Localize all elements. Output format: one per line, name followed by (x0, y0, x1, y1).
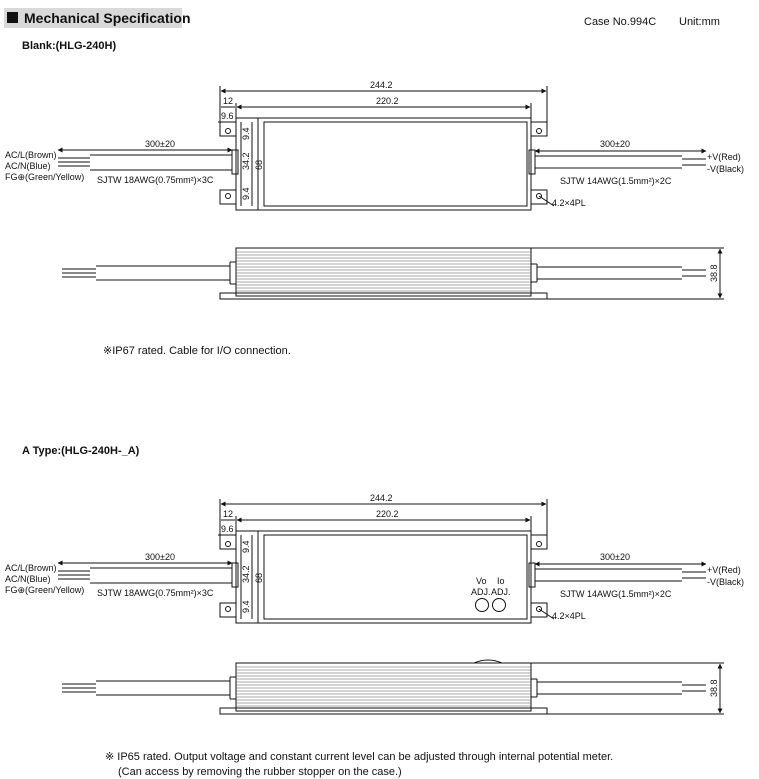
a-dim-edge-bottom: 9.4 (241, 600, 251, 613)
a-type-top-view-labels (5, 493, 744, 621)
dim-input-cable-length: 300±20 (145, 139, 175, 149)
a-wire-ac-n: AC/N(Blue) (5, 574, 51, 584)
dim-edge-top: 9.4 (241, 127, 251, 140)
a-wire-ac-l: AC/L(Brown) (5, 563, 57, 573)
a-type-variant-note-line2: (Can access by removing the rubber stopper on the case.) (118, 766, 402, 778)
dim-overall-length: 244.2 (370, 80, 393, 90)
output-cable-spec: SJTW 14AWG(1.5mm²)×2C (560, 176, 672, 186)
dim-height-a-type: 38.8 (709, 679, 719, 697)
a-dim-input-cable-length: 300±20 (145, 552, 175, 562)
io-adj-label: ADJ. (491, 587, 511, 597)
a-wire-neg: -V(Black) (707, 577, 745, 587)
a-wire-pos: +V(Red) (707, 565, 741, 575)
a-dim-body-length: 220.2 (376, 509, 399, 519)
a-dim-flange: 12 (223, 509, 234, 519)
a-mounting-holes-label: 4.2×4PL (552, 611, 586, 621)
vo-adj-pot-icon (476, 599, 489, 612)
input-cable-spec: SJTW 18AWG(0.75mm²)×3C (97, 175, 214, 185)
wire-fg: FG⊕(Green/Yellow) (5, 172, 85, 182)
blank-variant-title: Blank:(HLG-240H) (22, 40, 117, 52)
a-wire-fg: FG⊕(Green/Yellow) (5, 585, 85, 595)
io-adj-pot-icon (493, 599, 506, 612)
dim-width: 68 (254, 159, 264, 170)
dim-flange: 12 (223, 96, 234, 106)
a-dim-edge-top: 9.4 (241, 540, 251, 553)
page-title: Mechanical Specification (24, 10, 191, 26)
unit-label: Unit:mm (679, 16, 720, 28)
wire-pos: +V(Red) (707, 152, 741, 162)
wire-ac-n: AC/N(Blue) (5, 161, 51, 171)
blank-variant-note: ※IP67 rated. Cable for I/O connection. (103, 345, 291, 357)
wire-ac-l: AC/L(Brown) (5, 150, 57, 160)
a-dim-output-cable-length: 300±20 (600, 552, 630, 562)
dim-output-cable-length: 300±20 (600, 139, 630, 149)
a-type-variant-title: A Type:(HLG-240H-_A) (22, 445, 140, 457)
mounting-holes-label: 4.2×4PL (552, 198, 586, 208)
dim-hole-pitch: 34.2 (241, 152, 251, 170)
blank-top-view-labels (5, 80, 744, 208)
dim-height-blank: 38.8 (709, 264, 719, 282)
io-label: Io (497, 576, 505, 586)
dim-edge-bottom: 9.4 (241, 187, 251, 200)
a-dim-hole-pitch: 34.2 (241, 565, 251, 583)
wire-neg: -V(Black) (707, 164, 745, 174)
dim-body-length: 220.2 (376, 96, 399, 106)
dim-flange-h: 9.6 (221, 111, 234, 121)
a-type-variant-note-line1: ※ IP65 rated. Output voltage and constant current level can be adjusted through internal potential meter. (105, 751, 614, 763)
a-type-side-fins (236, 667, 531, 706)
case-number: Case No.994C (584, 16, 657, 28)
vo-adj-label: ADJ. (471, 587, 491, 597)
a-dim-overall-length: 244.2 (370, 493, 393, 503)
a-dim-flange-h: 9.6 (221, 524, 234, 534)
a-output-cable-spec: SJTW 14AWG(1.5mm²)×2C (560, 589, 672, 599)
blank-side-fins (236, 252, 531, 291)
vo-label: Vo (476, 576, 487, 586)
a-dim-width: 68 (254, 572, 264, 583)
a-input-cable-spec: SJTW 18AWG(0.75mm²)×3C (97, 588, 214, 598)
blank-side-view (62, 248, 724, 299)
